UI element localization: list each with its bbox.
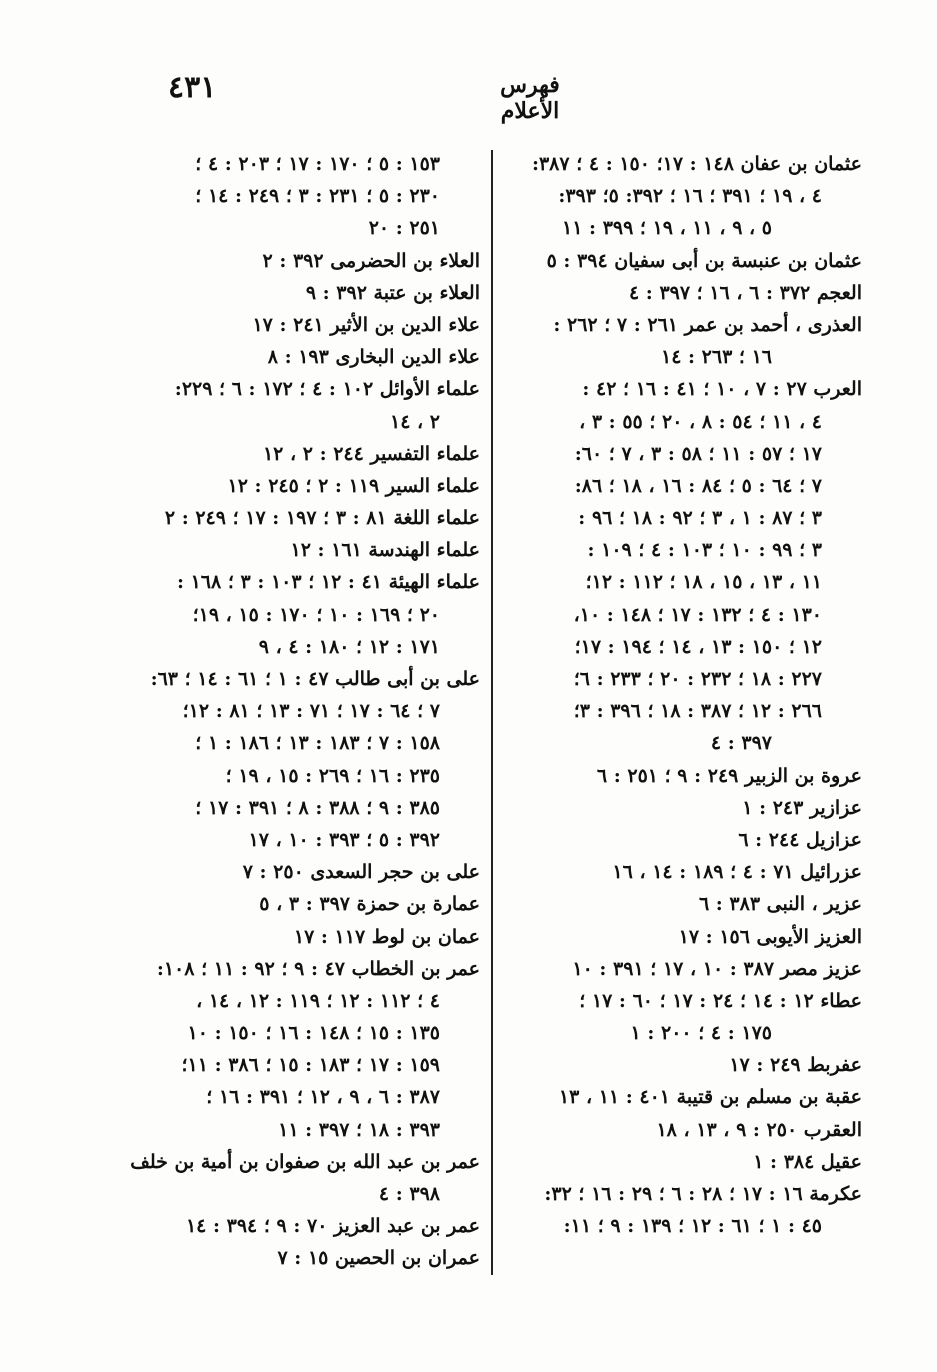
index-entry: عمر بن الخطاب ٤٧ : ٩ ؛ ٩٢ : ١١ ؛ ١٠٨: <box>156 957 480 980</box>
index-entry: العزيز الأيوبى ١٥٦ : ١٧ <box>678 925 862 948</box>
index-entry-continuation: ٢٥١ : ٢٠ <box>368 217 440 240</box>
index-entry: علاء الدين البخارى ١٩٣ : ٨ <box>267 346 480 369</box>
index-entry: عثمان بن عفان ١٤٨ : ١٧؛ ١٥٠ : ٤ ؛ ٣٨٧: <box>531 153 862 175</box>
index-entry: عمان بن لوط ١١٧ : ١٧ <box>293 925 480 948</box>
index-entry-continuation: ٢٢٧ : ١٨ ؛ ٢٣٢ : ٢٠ ؛ ٢٣٣ : ٦؛ <box>573 668 822 690</box>
index-entry: علماء التفسير ٢٤٤ : ٢ ، ١٢ <box>262 442 480 465</box>
index-entry-continuation: ١٧١ : ١٢ ؛ ١٨٠ : ٤ ، ٩ <box>258 635 440 658</box>
index-entry: عزازير ٢٤٣ : ١ <box>742 796 862 819</box>
index-entry: عثمان بن عنبسة بن أبى سفيان ٣٩٤ : ٥ <box>546 249 862 272</box>
index-entry-continuation: ٧ ؛ ٦٤ : ٥ ؛ ٨٤ : ١٦ ، ١٨ ؛ ٨٦: <box>574 474 822 497</box>
column-divider <box>491 150 493 1275</box>
index-entry-continuation: ١١ ، ١٣ ، ١٥ ، ١٨ ؛ ١١٢ : ١٢؛ <box>585 571 822 594</box>
index-entry: علاء الدين بن الأثير ٢٤١ : ١٧ <box>252 313 480 336</box>
index-entry: عمر بن عبد العزيز ٧٠ : ٩ ؛ ٣٩٤ : ١٤ <box>185 1215 480 1238</box>
index-entry-continuation: ٤ ، ١٩ ؛ ٣٩١ ؛ ١٦ ؛ ٣٩٢: ٥؛ ٣٩٣: <box>558 185 822 208</box>
index-entry-continuation: ٣ ؛ ٨٧ : ١ ، ٣ ؛ ٩٢ : ١٨ ؛ ٩٦ : <box>578 507 822 530</box>
index-entry-continuation: ٣٩٧ : ٤ <box>710 732 772 755</box>
index-entry: على بن حجر السعدى ٢٥٠ : ٧ <box>242 861 480 884</box>
index-entry-continuation: ١٦ ؛ ٢٦٣ : ١٤ <box>661 346 772 369</box>
index-entry: علماء الهيئة ٤١ : ١٢ ؛ ١٠٣ : ٣ ؛ ١٦٨ : <box>176 571 480 594</box>
index-entry: عمران بن الحصين ١٥ : ٧ <box>277 1247 480 1270</box>
index-entry: عمارة بن حمزة ٣٩٧ : ٣ ، ٥ <box>259 893 480 916</box>
index-entry-continuation: ١٥٨ : ٧ ؛ ١٨٣ : ١٣ ؛ ١٨٦ : ١ ؛ <box>195 732 440 755</box>
index-entry: علماء اللغة ٨١ : ٣ ؛ ١٩٧ : ١٧ ؛ ٢٤٩ : ٢ <box>164 507 480 530</box>
index-column-right <box>512 148 862 1242</box>
index-entry: العلاء بن الحضرمى ٣٩٢ : ٢ <box>262 249 480 272</box>
index-entry-continuation: ٧ ؛ ٦٤ : ١٧ ؛ ٧١ : ١٣ ؛ ٨١ : ١٢؛ <box>182 700 440 723</box>
index-entry: عفربط ٢٤٩ : ١٧ <box>729 1054 862 1077</box>
index-entry-continuation: ١٣٠ : ٤ ؛ ١٣٢ : ١٧ ؛ ١٤٨ : ١٠، <box>573 603 822 626</box>
index-entry-continuation: ٣ ؛ ٩٩ : ١٠ ؛ ١٠٣ : ٤ ؛ ١٠٩ : <box>587 539 822 562</box>
index-entry: عمر بن عبد الله بن صفوان بن أمية بن خلف <box>130 1150 480 1173</box>
page-title: فهرس الأعلام <box>500 72 560 124</box>
index-entry: عزازيل ٢٤٤ : ٦ <box>738 828 862 851</box>
index-entry-continuation: ٢ ، ١٤ <box>389 410 440 433</box>
index-entry: عطاء ١٢ : ١٤ ؛ ٢٤ : ١٧ ؛ ٦٠ : ١٧ ؛ <box>579 989 862 1012</box>
index-entry: عروة بن الزبير ٢٤٩ : ٩ ؛ ٢٥١ : ٦ <box>596 764 862 787</box>
index-entry-continuation: ٤٥ : ١ ؛ ٦١ : ١٢ ؛ ١٣٩ : ٩ ؛ ١١: <box>563 1215 822 1238</box>
index-entry: عزير ، النبى ٣٨٣ : ٦ <box>698 893 862 916</box>
index-entry: علماء الأوائل ١٠٢ : ٤ ؛ ١٧٢ : ٦ ؛ ٢٢٩: <box>174 378 480 401</box>
index-entry-continuation: ٣٨٥ : ٩ ؛ ٣٨٨ : ٨ ؛ ٣٩١ : ١٧ ؛ <box>195 796 440 819</box>
page-number: ٤٣١ <box>168 70 217 105</box>
index-entry: العلاء بن عتبة ٣٩٢ : ٩ <box>305 281 480 304</box>
index-entry-continuation: ١٥٩ : ١٧ ؛ ١٨٣ : ١٥ ؛ ٣٨٦ : ١١؛ <box>181 1054 440 1077</box>
index-entry: العذرى ، أحمد بن عمر ٢٦١ : ٧ ؛ ٢٦٢ : <box>553 313 862 336</box>
index-entry: علماء السير ١١٩ : ٢ ؛ ٢٤٥ : ١٢ <box>227 474 480 497</box>
index-entry: العجم ٣٧٢ : ٦ ، ١٦ ؛ ٣٩٧ : ٤ <box>628 281 862 304</box>
index-entry-continuation: ٢٠ ؛ ١٦٩ : ١٠ ؛ ١٧٠ : ١٥ ، ١٩؛ <box>192 603 440 626</box>
index-entry-continuation: ٢٦٦ : ١٢ ؛ ٣٨٧ : ١٨ ؛ ٣٩٦ : ٣؛ <box>573 700 822 723</box>
index-entry-continuation: ٣٩٨ : ٤ <box>378 1183 440 1205</box>
index-entry: علماء الهندسة ١٦١ : ١٢ <box>290 539 480 562</box>
index-entry-continuation: ١٧ ؛ ٥٧ : ١١ ؛ ٥٨ : ٣ ، ٧ ؛ ٦٠: <box>574 442 822 465</box>
index-entry: عقيل ٣٨٤ : ١ <box>753 1150 862 1173</box>
index-entry: عكرمة ١٦ : ١٧ ؛ ٢٨ : ٦ ؛ ٢٩ : ١٦ ؛ ٣٢: <box>544 1183 862 1205</box>
index-entry-continuation: ١٢ ؛ ١٥٠ : ١٣ ، ١٤ ؛ ١٩٤ : ١٧؛ <box>574 635 822 658</box>
index-entry-continuation: ٤ ، ١١ ؛ ٥٤ : ٨ ، ٢٠ ؛ ٥٥ : ٣ ، <box>579 410 822 433</box>
index-entry-continuation: ٢٣٥ : ١٦ ؛ ٢٦٩ : ١٥ ، ١٩ ؛ <box>225 764 440 787</box>
index-entry-continuation: ٣٩٢ : ٥ ؛ ٣٩٣ : ١٠ ، ١٧ <box>248 828 440 851</box>
index-entry-continuation: ٣٩٣ : ١٨ ؛ ٣٩٧ : ١١ <box>278 1118 440 1141</box>
index-entry-continuation: ٥ ، ٩ ، ١١ ، ١٩ ؛ ٣٩٩ : ١١ <box>562 217 772 240</box>
index-entry-continuation: ١٥٣ : ٥ ؛ ١٧٠ : ١٧ ؛ ٢٠٣ : ٤ ؛ <box>195 153 440 175</box>
index-entry: العرب ٢٧ : ٧ ، ١٠ ؛ ٤١ : ١٦ ؛ ٤٢ : <box>582 378 862 401</box>
index-entry-continuation: ٣٨٧ : ٦ ، ٩ ، ١٢ ؛ ٣٩١ : ١٦ ؛ <box>206 1086 440 1109</box>
index-entry: عقبة بن مسلم بن قتيبة ٤٠١ : ١١ ، ١٣ <box>558 1086 862 1109</box>
index-entry: عزيز مصر ٣٨٧ : ١٠ ، ١٧ ؛ ٣٩١ : ١٠ <box>572 957 862 980</box>
index-entry-continuation: ٤ ؛ ١١٢ : ١٢ ؛ ١١٩ : ١٢ ، ١٤ ، <box>196 989 440 1012</box>
index-entry-continuation: ١٧٥ : ٤ ؛ ٢٠٠ : ١ <box>630 1022 772 1045</box>
index-entry-continuation: ١٣٥ : ١٥ ؛ ١٤٨ : ١٦ ؛ ١٥٠ : ١٠ <box>187 1022 440 1045</box>
index-entry: العقرب ٢٥٠ : ٩ ، ١٣ ، ١٨ <box>656 1118 862 1141</box>
index-column-left <box>128 148 480 1275</box>
index-entry: على بن أبى طالب ٤٧ : ١ ؛ ٦١ : ١٤ ؛ ٦٣: <box>150 668 480 690</box>
index-entry-continuation: ٢٣٠ : ٥ ؛ ٢٣١ : ٣ ؛ ٢٤٩ : ١٤ ؛ <box>195 185 440 208</box>
index-entry: عزرائيل ٧١ : ٤ ؛ ١٨٩ : ١٤ ، ١٦ <box>612 861 862 884</box>
